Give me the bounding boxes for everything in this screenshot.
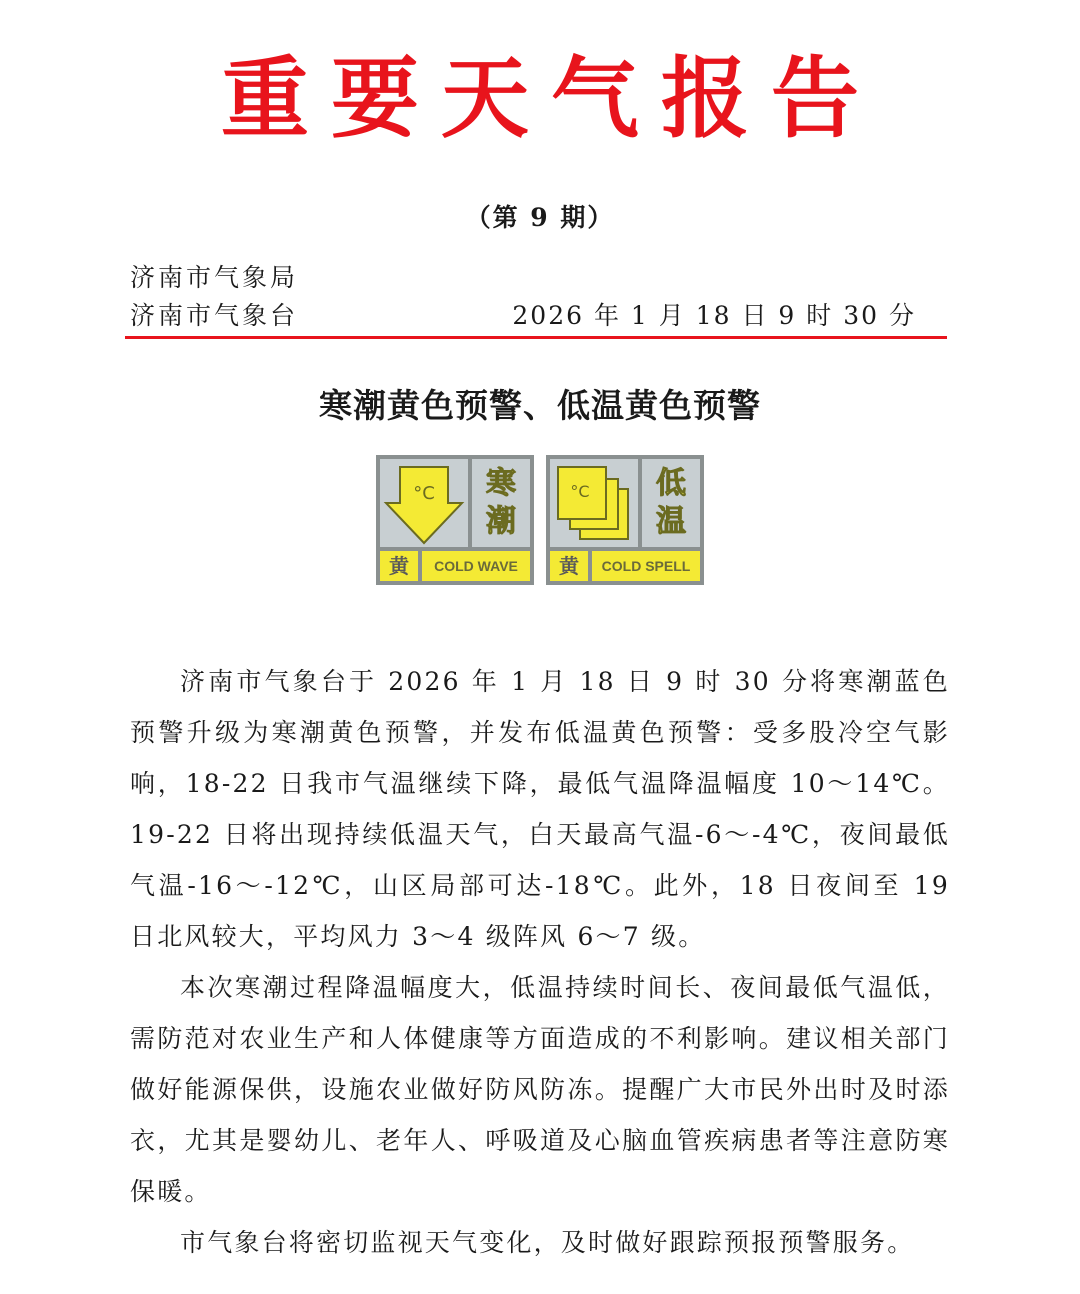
paragraph-warning-details: 济南市气象台于 2026 年 1 月 18 日 9 时 30 分将寒潮蓝色预警升级为寒潮黄色预警，并发布低温黄色预警：受多股冷空气影响，18-22 日我市气温继续下降，最低气温降温幅度 10～14℃。19-22 日将出现持续低温天气，白天最高气温-6～-4℃，夜间最低气温-16～-12℃，山区局部可达-18℃。此外，18 日夜间至 19 日北风较大，平均风力 3～4 级阵风 6～7 级。: [130, 667, 950, 951]
sign-words: 寒 潮: [472, 459, 530, 547]
svg-text:°C: °C: [413, 483, 435, 504]
masthead-title: 重要天气报告: [220, 47, 881, 150]
cold-spell-yellow-sign: [546, 455, 704, 585]
red-divider: [125, 336, 947, 339]
svg-text:°C: °C: [570, 482, 590, 501]
sign-english-label: COLD WAVE: [422, 551, 530, 581]
paragraph-monitoring: 市气象台将密切监视天气变化，及时做好跟踪预报预警服务。: [180, 1228, 915, 1257]
warning-signs: [376, 455, 704, 585]
sign-level: 黄: [380, 551, 418, 581]
issue-datetime: 2026 年 1 月 18 日 9 时 30 分: [512, 301, 916, 330]
report-body: [130, 656, 950, 1268]
document-title: 寒潮黄色预警、低温黄色预警: [319, 386, 761, 425]
issue-number: （第 9 期）: [465, 203, 615, 232]
thermometer-down-arrow-icon: [380, 459, 468, 547]
thermometer-stack-icon: [550, 459, 638, 547]
sign-english-label: COLD SPELL: [592, 551, 700, 581]
sign-words: 低 温: [642, 459, 700, 547]
paragraph-impact-advice: 本次寒潮过程降温幅度大，低温持续时间长、夜间最低气温低，需防范对农业生产和人体健康等方面造成的不利影响。建议相关部门做好能源保供，设施农业做好防风防冻。提醒广大市民外出时及时添衣，尤其是婴幼儿、老年人、呼吸道及心脑血管疾病患者等注意防寒保暖。: [130, 973, 950, 1206]
sign-level: 黄: [550, 551, 588, 581]
issuer-observatory: 济南市气象台: [130, 301, 299, 330]
issuer-bureau: 济南市气象局: [130, 263, 299, 292]
cold-wave-yellow-sign: [376, 455, 534, 585]
